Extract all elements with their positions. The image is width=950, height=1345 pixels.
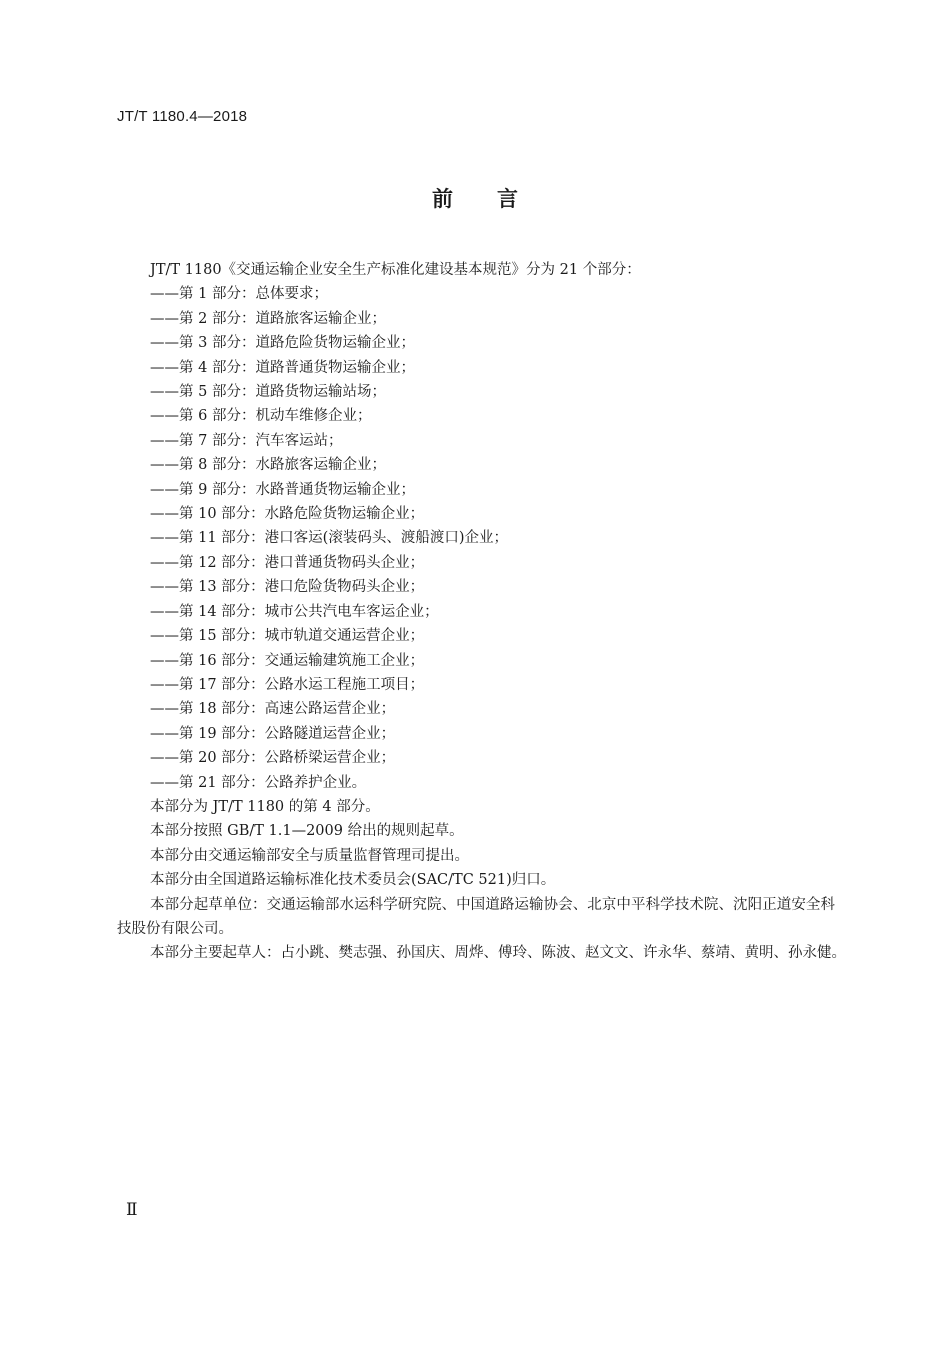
part-item: ——第 7 部分：汽车客运站； [150,432,343,449]
intro-paragraph: JT/T 1180《交通运输企业安全生产标准化建设基本规范》分为 21 个部分： [150,262,641,278]
part-item: ——第 11 部分：港口客运(滚装码头、渡船渡口)企业； [150,530,508,547]
part-item: ——第 19 部分：公路隧道运营企业； [150,725,396,742]
drafting-rules-statement: 本部分按照 GB/T 1.1—2009 给出的规则起草。 [150,823,464,840]
part-item: ——第 12 部分：港口普通货物码头企业； [150,554,425,571]
part-item: ——第 17 部分：公路水运工程施工项目； [150,676,425,693]
page-title: 前言 [432,187,562,211]
part-item: ——第 3 部分：道路危险货物运输企业； [150,335,415,352]
part-item: ——第 13 部分：港口危险货物码头企业； [150,579,425,596]
part-item: ——第 6 部分：机动车维修企业； [150,408,372,425]
part-item: ——第 14 部分：城市公共汽电车客运企业； [150,603,439,620]
part-item: ——第 21 部分：公路养护企业。 [150,774,367,791]
managed-by-statement: 本部分由全国道路运输标准化技术委员会(SAC/TC 521)归口。 [150,872,556,889]
part-item: ——第 5 部分：道路货物运输站场； [150,384,386,401]
page-number: Ⅱ [126,1200,138,1220]
part-number-statement: 本部分为 JT/T 1180 的第 4 部分。 [150,798,380,815]
part-item: ——第 9 部分：水路普通货物运输企业； [150,481,415,498]
part-item: ——第 10 部分：水路危险货物运输企业； [150,506,425,523]
drafters-statement: 本部分主要起草人：占小跳、樊志强、孙国庆、周烨、傅玲、陈波、赵文文、许永华、蔡靖、黄明、孙永健。 [150,945,846,962]
part-item: ——第 2 部分：道路旅客运输企业； [150,310,386,327]
part-item: ——第 4 部分：道路普通货物运输企业； [150,359,415,376]
document-code: JT/T 1180.4—2018 [117,108,248,125]
foreword-body [117,258,846,966]
part-item: ——第 18 部分：高速公路运营企业； [150,701,396,718]
parts-list [117,282,835,795]
drafting-units-statement: 本部分起草单位：交通运输部水运科学研究院、中国道路运输协会、北京中平科学技术院、沈阳正道安全科技股份有限公司。 [117,896,835,937]
proposed-by-statement: 本部分由交通运输部安全与质量监督管理司提出。 [150,847,469,864]
part-item: ——第 20 部分：公路桥梁运营企业； [150,750,396,767]
part-item: ——第 16 部分：交通运输建筑施工企业； [150,652,425,669]
part-item: ——第 15 部分：城市轨道交通运营企业； [150,628,425,645]
part-item: ——第 1 部分：总体要求； [150,286,328,303]
part-item: ——第 8 部分：水路旅客运输企业； [150,457,386,474]
